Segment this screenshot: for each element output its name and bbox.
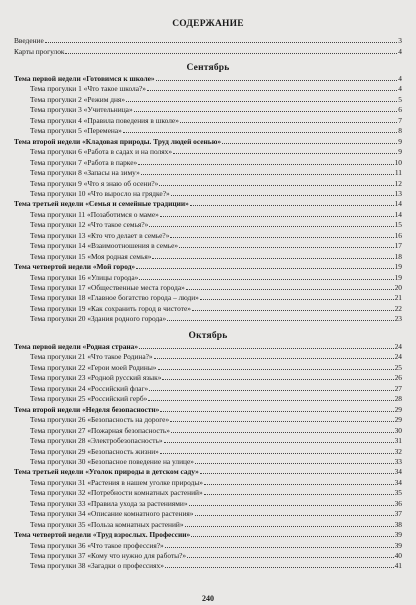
dot-leader [123, 132, 397, 133]
dot-leader [165, 547, 394, 548]
entry-page-number: 19 [394, 262, 402, 272]
entry-page-number: 26 [394, 373, 402, 383]
entry-title: Тема третьей недели «Семья и семейные традиции» [14, 199, 189, 209]
toc-walk-entry [30, 148, 402, 156]
entry-title: Тема прогулки 29 «Безопасность жизни» [30, 446, 159, 456]
dot-leader [200, 299, 394, 300]
toc-walk-entry [30, 542, 402, 550]
entry-page-number: 11 [394, 168, 402, 178]
dot-leader [185, 526, 394, 527]
entry-title: Тема прогулки 17 «Общественные места города» [30, 283, 185, 292]
entry-page-number: 33 [394, 456, 402, 466]
toc-walk-entry [30, 353, 402, 361]
toc-week-entry [14, 263, 402, 271]
toc-walk-entry [30, 106, 402, 114]
dot-leader [134, 111, 398, 112]
toc-walk-entry [30, 242, 402, 250]
toc-walk-entry [30, 85, 402, 93]
dot-leader [222, 143, 397, 144]
entry-page-number: 40 [394, 551, 402, 560]
dot-leader [187, 557, 393, 558]
entry-title: Тема четвертой недели «Труд взрослых. Профессии» [14, 530, 191, 540]
entry-page-number: 14 [394, 199, 402, 209]
toc-walk-entry [30, 448, 402, 456]
entry-page-number: 29 [394, 404, 402, 414]
dot-leader [173, 153, 397, 154]
toc-walk-entry [30, 364, 402, 372]
toc-walk-entry [30, 489, 402, 497]
toc-walk-entry [30, 190, 402, 198]
toc-walk-entry [30, 221, 402, 229]
entry-title: Тема прогулки 8 «Запасы на зиму» [30, 168, 140, 178]
dot-leader [136, 268, 393, 269]
entry-title: Тема прогулки 34 «Описание комнатного растения» [30, 509, 194, 519]
entry-title: Тема первой недели «Родная страна» [14, 342, 139, 351]
toc-walk-entry [30, 117, 402, 125]
dot-leader [160, 216, 394, 217]
dot-leader [159, 185, 393, 186]
toc-walk-entry [30, 159, 402, 167]
entry-title: Тема прогулки 19 «Как сохранить город в чистоте» [30, 303, 191, 313]
entry-page-number: 24 [394, 352, 402, 362]
entry-title: Тема прогулки 9 «Что я знаю об осени?» [30, 178, 159, 188]
entry-page-number: 14 [394, 209, 402, 219]
entry-page-number: 21 [394, 293, 402, 303]
entry-page-number: 23 [394, 314, 402, 324]
entry-title: Тема прогулки 26 «Безопасность на дороге» [30, 415, 170, 425]
dot-leader [200, 473, 394, 474]
toc-walk-entry [30, 437, 402, 445]
entry-title: Тема прогулки 16 «Улицы города» [30, 272, 139, 282]
entry-page-number: 35 [394, 488, 402, 498]
toc-walk-entry [30, 284, 402, 292]
entry-title: Тема прогулки 1 «Что такое школа?» [30, 84, 146, 94]
entry-page-number: 18 [394, 251, 402, 261]
dot-leader [195, 463, 394, 464]
entry-page-number: 34 [394, 467, 402, 477]
entry-title: Карты прогулок [14, 46, 65, 56]
dot-leader [139, 348, 394, 349]
entry-title: Тема прогулки 10 «Что выросло на грядке?» [30, 188, 170, 198]
entry-title: Тема прогулки 28 «Электробезопасность» [30, 436, 163, 446]
entry-page-number: 29 [394, 415, 402, 425]
dot-leader [179, 247, 394, 248]
entry-title: Тема прогулки 31 «Растения в нашем уголке природы» [30, 477, 204, 487]
dot-leader [190, 205, 394, 206]
entry-page-number: 3 [398, 36, 402, 45]
entry-page-number: 32 [394, 446, 402, 456]
entry-page-number: 20 [394, 283, 402, 292]
dot-leader [171, 432, 394, 433]
month-heading: Сентябрь [186, 63, 230, 73]
toc-week-entry [14, 531, 402, 539]
dot-leader [152, 258, 393, 259]
entry-title: Тема прогулки 24 «Российский флаг» [30, 383, 149, 393]
entry-page-number: 4 [398, 84, 402, 94]
toc-week-entry [14, 468, 402, 476]
toc-walk-entry [30, 253, 402, 261]
entry-title: Тема прогулки 4 «Правила поведения в школе» [30, 115, 179, 125]
toc-walk-entry [30, 374, 402, 382]
entry-title: Тема четвертой недели «Мой город» [14, 262, 136, 272]
entry-title: Тема прогулки 27 «Пожарная безопасность» [30, 425, 170, 435]
entry-page-number: 9 [398, 136, 402, 146]
entry-page-number: 4 [398, 74, 402, 83]
entry-title: Тема прогулки 7 «Работа в парке» [30, 157, 138, 167]
entry-title: Тема прогулки 37 «Кому что нужно для работы?» [30, 551, 187, 560]
entry-title: Тема прогулки 30 «Безопасное поведение на улице» [30, 456, 194, 466]
entry-page-number: 9 [398, 147, 402, 157]
entry-page-number: 34 [394, 477, 402, 487]
month-heading: Октябрь [188, 331, 228, 341]
toc-week-entry [14, 138, 402, 146]
entry-page-number: 5 [398, 94, 402, 104]
entry-page-number: 7 [398, 115, 402, 125]
dot-leader [160, 453, 394, 454]
dot-leader [170, 421, 393, 422]
entry-page-number: 28 [394, 394, 402, 404]
entry-title: Тема прогулки 18 «Главное богатство города – люди» [30, 293, 199, 303]
dot-leader [186, 289, 394, 290]
entry-title: Тема прогулки 20 «Здания родного города» [30, 314, 167, 324]
entry-page-number: 25 [394, 362, 402, 372]
entry-title: Тема прогулки 5 «Перемена» [30, 126, 122, 136]
entry-title: Тема прогулки 35 «Польза комнатных растений» [30, 519, 184, 529]
dot-leader [139, 279, 393, 280]
entry-page-number: 4 [398, 46, 402, 56]
toc-intro-entry [14, 48, 402, 56]
entry-page-number: 16 [394, 230, 402, 240]
toc-week-entry [14, 75, 402, 83]
dot-leader [156, 80, 398, 81]
entry-title: Тема прогулки 12 «Что такое семья?» [30, 220, 149, 230]
toc-walk-entry [30, 305, 402, 313]
toc-walk-entry [30, 395, 402, 403]
entry-page-number: 13 [394, 188, 402, 198]
toc-walk-entry [30, 562, 402, 570]
entry-title: Тема прогулки 15 «Моя родная семья» [30, 251, 152, 261]
toc-intro-entry [14, 37, 402, 45]
entry-page-number: 15 [394, 220, 402, 230]
entry-title: Тема прогулки 38 «Загадки о профессиях» [30, 561, 164, 571]
dot-leader [195, 515, 394, 516]
dot-leader [204, 494, 394, 495]
entry-title: Тема прогулки 33 «Правила ухода за растениями» [30, 498, 188, 508]
dot-leader [204, 484, 394, 485]
dot-leader [171, 195, 394, 196]
toc-walk-entry [30, 96, 402, 104]
dot-leader [154, 358, 394, 359]
dot-leader [189, 505, 394, 506]
entry-title: Тема прогулки 36 «Что такое профессия?» [30, 540, 164, 550]
toc-walk-entry [30, 521, 402, 529]
entry-title: Тема прогулки 23 «Родной русский язык» [30, 373, 162, 383]
dot-leader [167, 320, 393, 321]
toc-week-entry [14, 406, 402, 414]
dot-leader [147, 90, 397, 91]
entry-title: Тема прогулки 22 «Герои моей Родины» [30, 362, 157, 372]
toc-walk-entry [30, 500, 402, 508]
entry-page-number: 38 [394, 519, 402, 529]
toc-walk-entry [30, 458, 402, 466]
dot-leader [160, 411, 393, 412]
dot-leader [191, 536, 393, 537]
entry-title: Тема второй недели «Неделя безопасности» [14, 404, 160, 414]
entry-page-number: 31 [394, 436, 402, 446]
toc-walk-entry [30, 427, 402, 435]
dot-leader [126, 101, 397, 102]
toc-walk-entry [30, 416, 402, 424]
toc-walk-entry [30, 211, 402, 219]
entry-page-number: 37 [394, 509, 402, 519]
dot-leader [192, 310, 394, 311]
entry-page-number: 6 [398, 105, 402, 115]
toc-walk-entry [30, 169, 402, 177]
entry-page-number: 19 [394, 272, 402, 282]
toc-week-entry [14, 200, 402, 208]
entry-title: Тема прогулки 2 «Режим дня» [30, 94, 126, 104]
entry-title: Тема прогулки 32 «Потребности комнатных растений» [30, 488, 203, 498]
entry-page-number: 12 [394, 178, 402, 188]
entry-title: Тема прогулки 21 «Что такое Родина?» [30, 352, 153, 362]
entry-page-number: 8 [398, 126, 402, 136]
toc-walk-entry [30, 294, 402, 302]
toc-week-entry [14, 343, 402, 351]
toc-walk-entry [30, 232, 402, 240]
dot-leader [45, 42, 398, 43]
entry-title: Введение [14, 36, 44, 45]
toc-walk-entry [30, 315, 402, 323]
toc-walk-entry [30, 274, 402, 282]
entry-title: Тема второй недели «Кладовая природы. Труд людей осенью» [14, 136, 222, 146]
entry-title: Тема прогулки 3 «Учительница» [30, 105, 133, 115]
dot-leader [162, 379, 393, 380]
toc-walk-entry [30, 510, 402, 518]
entry-page-number: 17 [394, 241, 402, 251]
entry-title: Тема прогулки 13 «Кто что делает в семье?» [30, 230, 170, 240]
entry-page-number: 24 [394, 342, 402, 351]
dot-leader [164, 442, 394, 443]
entry-page-number: 10 [394, 157, 402, 167]
entry-page-number: 39 [394, 530, 402, 540]
entry-page-number: 36 [394, 498, 402, 508]
dot-leader [149, 226, 393, 227]
entry-title: Тема прогулки 25 «Российский герб» [30, 394, 148, 404]
dot-leader [138, 164, 393, 165]
dot-leader [180, 122, 397, 123]
entry-page-number: 30 [394, 425, 402, 435]
entry-page-number: 22 [394, 303, 402, 313]
toc-walk-entry [30, 385, 402, 393]
dot-leader [165, 567, 394, 568]
toc-walk-entry [30, 479, 402, 487]
page-number: 240 [202, 594, 214, 603]
entry-page-number: 41 [394, 561, 402, 571]
page-title: СОДЕРЖАНИЕ [172, 19, 244, 29]
entry-title: Тема первой недели «Готовимся к школе» [14, 74, 155, 83]
entry-title: Тема третьей недели «Уголок природы в детском саду» [14, 467, 199, 477]
dot-leader [141, 174, 394, 175]
dot-leader [65, 53, 397, 54]
toc-walk-entry [30, 127, 402, 135]
entry-page-number: 27 [394, 383, 402, 393]
dot-leader [148, 400, 393, 401]
dot-leader [149, 390, 393, 391]
toc-walk-entry [30, 180, 402, 188]
entry-title: Тема прогулки 6 «Работа в садах и на полях» [30, 147, 173, 157]
entry-title: Тема прогулки 11 «Позаботимся о маме» [30, 209, 159, 219]
dot-leader [158, 369, 394, 370]
entry-title: Тема прогулки 14 «Взаимоотношения в семье» [30, 241, 179, 251]
toc-walk-entry [30, 552, 402, 560]
entry-page-number: 39 [394, 540, 402, 550]
dot-leader [170, 237, 393, 238]
